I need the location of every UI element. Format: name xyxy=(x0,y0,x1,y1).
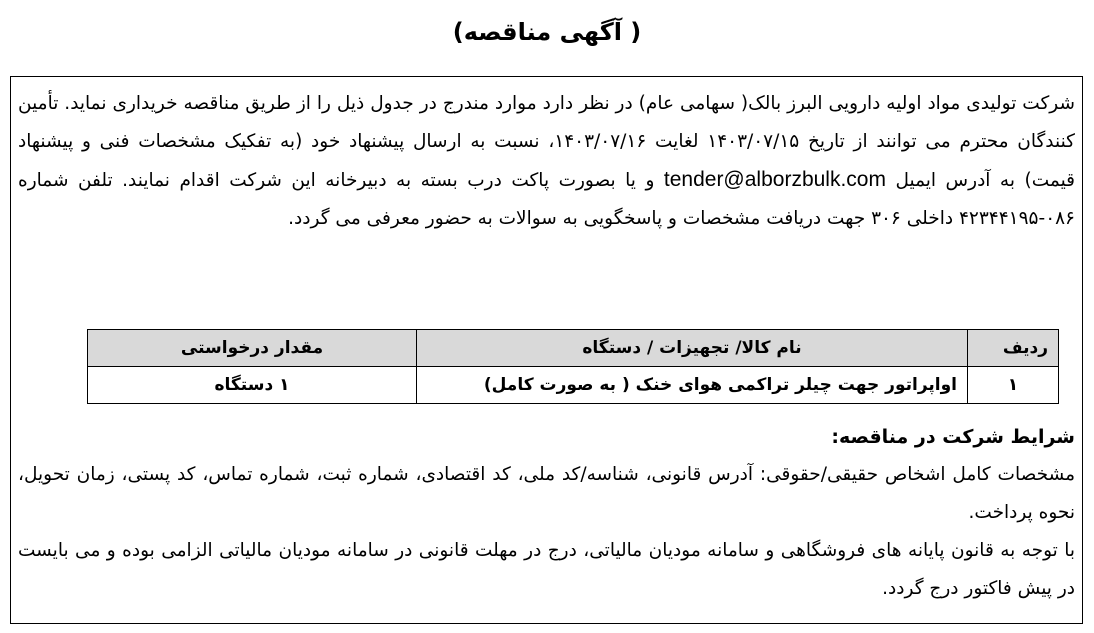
items-table xyxy=(87,329,1059,404)
conditions-section xyxy=(18,418,1075,608)
cell-item-name: اواپراتور جهت چیلر تراکمی هوای خنک ( به صورت کامل) xyxy=(417,367,968,404)
conditions-paragraph-2: با توجه به قانون پایانه های فروشگاهی و سامانه مودیان مالیاتی، درج در مهلت قانونی در سامانه مودیان مالیاتی الزامی بوده و می بایست در پیش فاکتور درج گردد. xyxy=(18,540,1075,599)
conditions-paragraph-1: مشخصات کامل اشخاص حقیقی/حقوقی: آدرس قانونی، شناسه/کد ملی، کد اقتصادی، شماره ثبت، شماره تماس، کد پستی، زمان تحویل، نحوه پرداخت. xyxy=(18,464,1075,523)
tender-notice-box xyxy=(10,76,1083,624)
table-row xyxy=(88,367,1059,404)
header-item-name: نام کالا/ تجهیزات / دستگاه xyxy=(417,330,968,367)
tender-email: tender@alborzbulk.com xyxy=(663,168,886,191)
conditions-heading: شرایط شرکت در مناقصه: xyxy=(831,426,1075,448)
table-header-row xyxy=(88,330,1059,367)
cell-quantity: ۱ دستگاه xyxy=(88,367,417,404)
header-quantity: مقدار درخواستی xyxy=(88,330,417,367)
cell-row-number: ۱ xyxy=(968,367,1059,404)
header-row-number: ردیف xyxy=(968,330,1059,367)
intro-text-part1: شرکت تولیدی مواد اولیه دارویی البرز بالک( سهامی عام) در نظر دارد موارد مندرج در جدول ذیل را از طریق مناقصه خریداری نماید. تأمین کنندگان محترم می توانند از تاریخ ۱۴۰۳/۰۷/۱۵ لغایت ۱۴۰۳/۰۷/۱۶، نسبت به ارسال پیشنهاد خود (به تفکیک مشخصات فنی و پیشنهاد قیمت) به آدرس ایمیل xyxy=(18,93,1075,191)
page-title: ( آگهی مناقصه) xyxy=(452,18,642,46)
intro-paragraph xyxy=(18,85,1075,238)
intro-text-part2: و یا بصورت پاکت درب بسته به دبیرخانه این شرکت اقدام نمایند. تلفن شماره ۰۸۶-۴۲۳۴۴۱۹۵ داخلی ۳۰۶ جهت دریافت مشخصات و پاسخگویی به سوالات به حضور معرفی می گردد. xyxy=(18,170,1075,229)
